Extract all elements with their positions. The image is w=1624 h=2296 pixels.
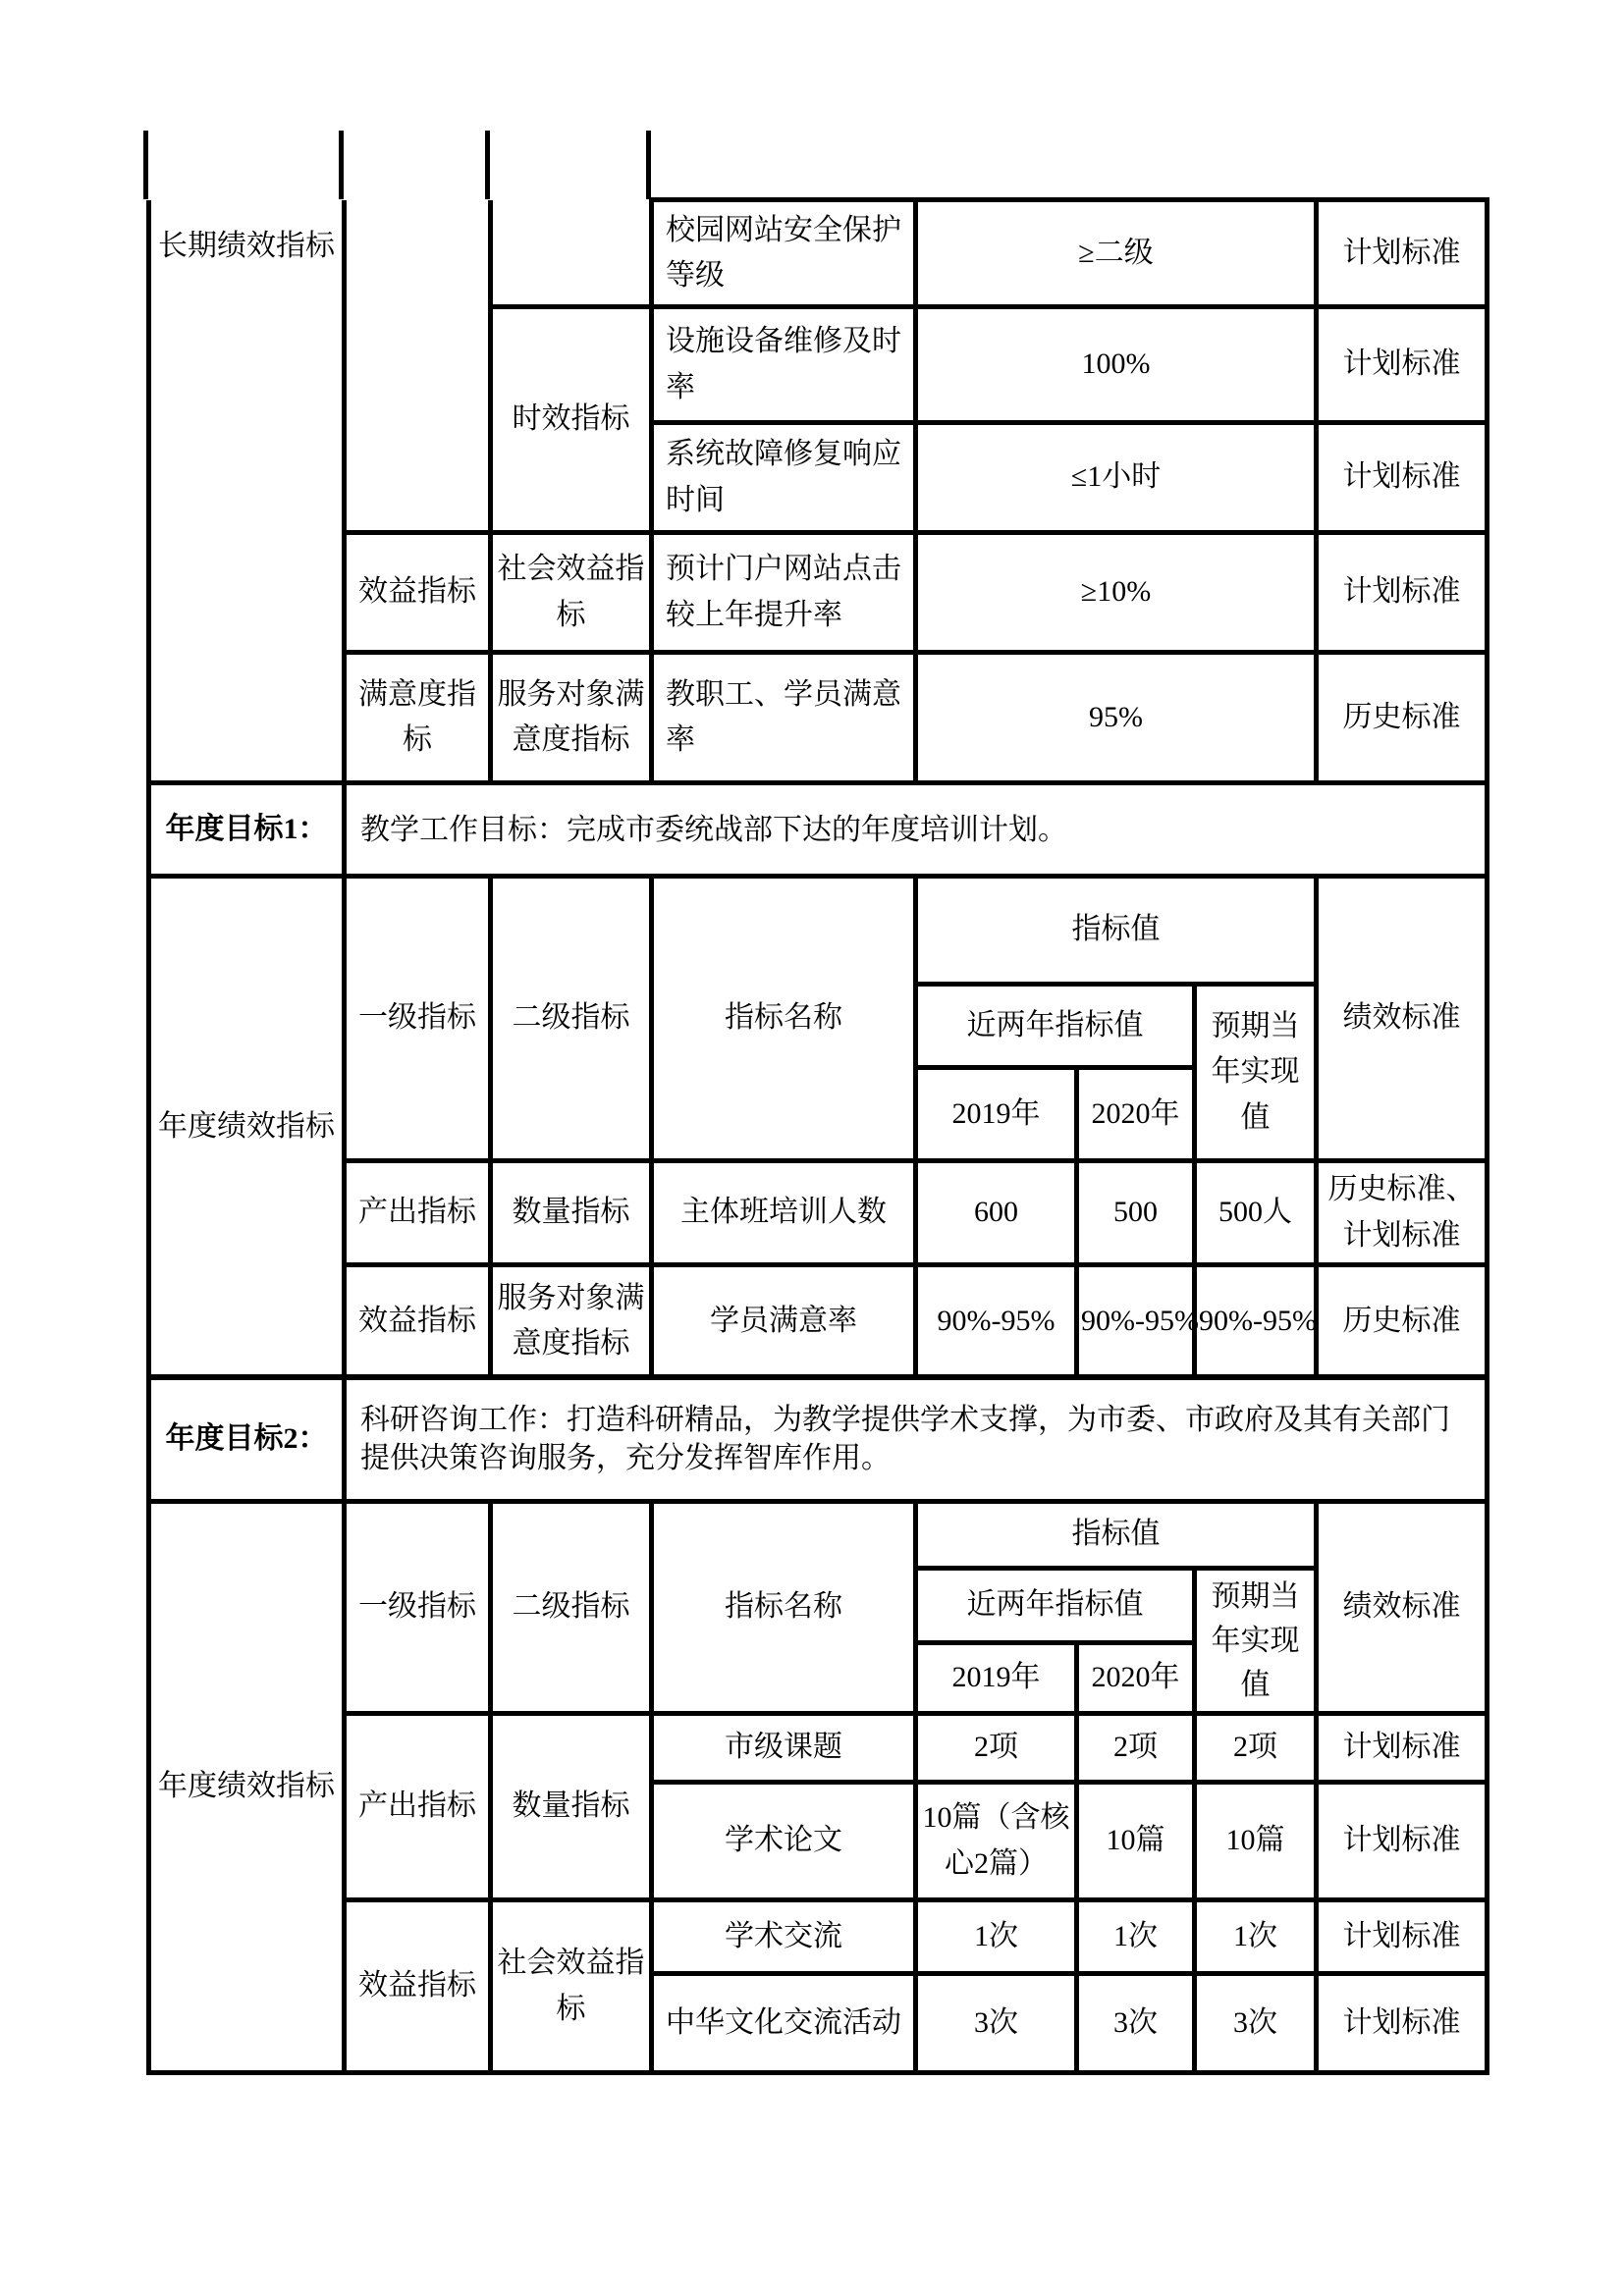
standard-cell: 计划标准 [1317, 1783, 1488, 1900]
annual-goal-2-row [146, 1374, 1489, 1504]
annual-goal-1-row [146, 780, 1489, 879]
value-2019-cell: 1次 [916, 1900, 1077, 1974]
value-expected-cell: 90%-95% [1195, 1265, 1317, 1378]
standard-cell: 计划标准 [1317, 423, 1488, 533]
header-2019: 2019年 [916, 1068, 1077, 1161]
annual-indicators-table-1 [146, 874, 1489, 1380]
value-2019-cell: 10篇（含核心2篇） [916, 1783, 1077, 1900]
standard-cell: 历史标准 [1317, 1265, 1488, 1378]
indicator-name-cell: 设施设备维修及时率 [652, 307, 916, 423]
table-continuation-line [485, 131, 490, 199]
header-recent: 近两年指标值 [916, 1569, 1195, 1643]
indicator-value-cell: ≤1小时 [916, 423, 1317, 533]
indicator-name-cell: 学术论文 [652, 1783, 916, 1900]
indicator-name-cell: 学员满意率 [652, 1265, 916, 1378]
value-2020-cell: 10篇 [1077, 1783, 1195, 1900]
secondary-indicator-cell: 数量指标 [491, 1714, 652, 1900]
indicator-value-cell: ≥二级 [916, 200, 1317, 307]
primary-indicator-cell: 满意度指标 [345, 653, 491, 783]
value-expected-cell: 10篇 [1195, 1783, 1317, 1900]
value-2020-cell: 1次 [1077, 1900, 1195, 1974]
standard-cell: 计划标准 [1317, 1900, 1488, 1974]
header-name: 指标名称 [652, 877, 916, 1161]
header-value: 指标值 [916, 877, 1317, 985]
header-2020: 2020年 [1077, 1643, 1195, 1714]
value-expected-cell: 1次 [1195, 1900, 1317, 1974]
header-2020: 2020年 [1077, 1068, 1195, 1161]
value-2019-cell: 2项 [916, 1714, 1077, 1783]
standard-cell: 计划标准 [1317, 533, 1488, 653]
header-expected: 预期当年实现值 [1195, 1569, 1317, 1714]
long-term-group-cell: 长期绩效指标 [149, 200, 345, 783]
blank-cell [345, 200, 491, 533]
secondary-indicator-cell: 服务对象满意度指标 [491, 653, 652, 783]
value-2019-cell: 3次 [916, 1974, 1077, 2073]
indicator-name-cell: 中华文化交流活动 [652, 1974, 916, 2073]
header-std: 绩效标准 [1317, 1502, 1488, 1714]
secondary-indicator-cell: 社会效益指标 [491, 1900, 652, 2073]
value-2020-cell: 500 [1077, 1161, 1195, 1265]
header-expected: 预期当年实现值 [1195, 985, 1317, 1161]
value-2019-cell: 90%-95% [916, 1265, 1077, 1378]
primary-indicator-cell: 效益指标 [345, 1265, 491, 1378]
value-2019-cell: 600 [916, 1161, 1077, 1265]
indicator-name-cell: 校园网站安全保护等级 [652, 200, 916, 307]
table-continuation-line [339, 131, 344, 199]
header-2019: 2019年 [916, 1643, 1077, 1714]
indicator-name-cell: 主体班培训人数 [652, 1161, 916, 1265]
standard-cell: 计划标准 [1317, 307, 1488, 423]
header-std: 绩效标准 [1317, 877, 1488, 1161]
value-expected-cell: 500人 [1195, 1161, 1317, 1265]
primary-indicator-cell: 效益指标 [345, 1900, 491, 2073]
standard-cell: 计划标准 [1317, 200, 1488, 307]
header-lvl2: 二级指标 [491, 877, 652, 1161]
annual-indicators-table-2 [146, 1499, 1489, 2075]
goal-2-text: 科研咨询工作：打造科研精品，为教学提供学术支撑，为市委、市政府及其有关部门提供决策咨询服务，充分发挥智库作用。 [345, 1377, 1488, 1502]
primary-indicator-cell: 产出指标 [345, 1161, 491, 1265]
indicator-name-cell: 预计门户网站点击较上年提升率 [652, 533, 916, 653]
value-expected-cell: 2项 [1195, 1714, 1317, 1783]
value-2020-cell: 90%-95% [1077, 1265, 1195, 1378]
header-lvl1: 一级指标 [345, 877, 491, 1161]
standard-cell: 历史标准 [1317, 653, 1488, 783]
header-recent: 近两年指标值 [916, 985, 1195, 1068]
long-term-indicators-table [146, 197, 1489, 785]
standard-cell: 历史标准、计划标准 [1317, 1161, 1488, 1265]
header-lvl1: 一级指标 [345, 1502, 491, 1714]
blank-cell [491, 200, 652, 307]
primary-indicator-cell: 产出指标 [345, 1714, 491, 1900]
header-name: 指标名称 [652, 1502, 916, 1714]
goal-1-label: 年度目标1： [149, 783, 345, 877]
value-expected-cell: 3次 [1195, 1974, 1317, 2073]
indicator-name-cell: 学术交流 [652, 1900, 916, 1974]
header-lvl2: 二级指标 [491, 1502, 652, 1714]
indicator-value-cell: ≥10% [916, 533, 1317, 653]
standard-cell: 计划标准 [1317, 1714, 1488, 1783]
table-continuation-line [143, 131, 148, 199]
annual-group-cell: 年度绩效指标 [149, 877, 345, 1378]
indicator-name-cell: 系统故障修复响应时间 [652, 423, 916, 533]
goal-2-label: 年度目标2： [149, 1377, 345, 1502]
indicator-name-cell: 教职工、学员满意率 [652, 653, 916, 783]
standard-cell: 计划标准 [1317, 1974, 1488, 2073]
secondary-indicator-cell: 时效指标 [491, 307, 652, 533]
indicator-value-cell: 100% [916, 307, 1317, 423]
value-2020-cell: 2项 [1077, 1714, 1195, 1783]
annual-group-cell: 年度绩效指标 [149, 1502, 345, 2073]
value-2020-cell: 3次 [1077, 1974, 1195, 2073]
indicator-value-cell: 95% [916, 653, 1317, 783]
secondary-indicator-cell: 社会效益指标 [491, 533, 652, 653]
indicator-name-cell: 市级课题 [652, 1714, 916, 1783]
secondary-indicator-cell: 服务对象满意度指标 [491, 1265, 652, 1378]
header-value: 指标值 [916, 1502, 1317, 1569]
table-continuation-line [646, 131, 651, 199]
primary-indicator-cell: 效益指标 [345, 533, 491, 653]
goal-1-text: 教学工作目标：完成市委统战部下达的年度培训计划。 [345, 783, 1488, 877]
secondary-indicator-cell: 数量指标 [491, 1161, 652, 1265]
